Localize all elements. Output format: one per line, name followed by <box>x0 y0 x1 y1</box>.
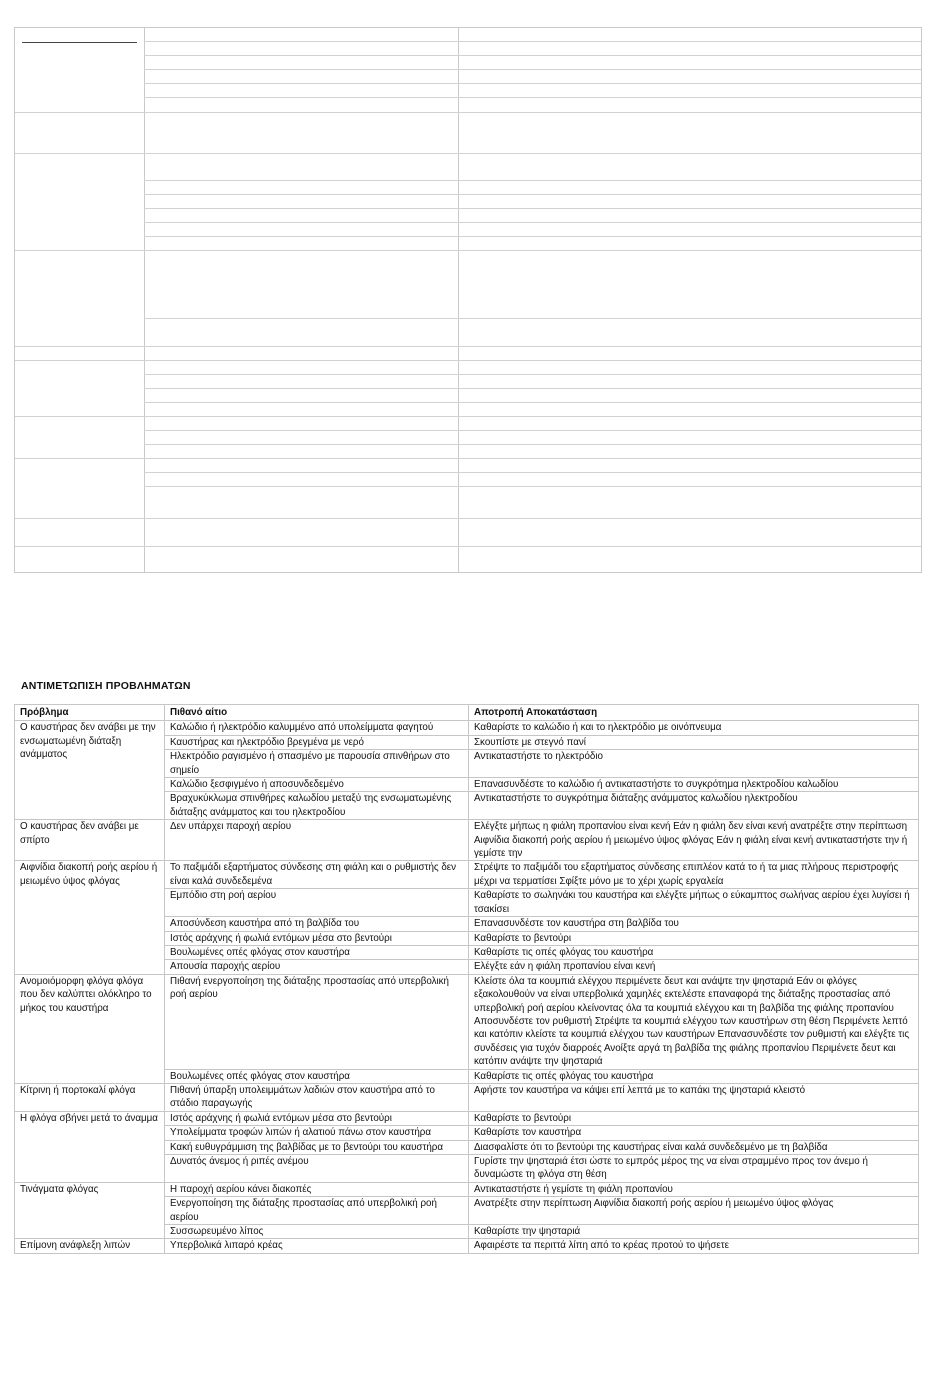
blank-grid-line <box>144 236 921 237</box>
blank-grid-line <box>144 472 921 473</box>
cause-cell: Ενεργοποίηση της διάταξης προστασίας από υπερβολική ροή αερίου <box>165 1197 469 1225</box>
remedy-cell: Ελέγξτε μήπως η φιάλη προπανίου είναι κενή Εάν η φιάλη δεν είναι κενή ανατρέξτε στην περίπτωση Αιφνίδια διακοπή ροής αερίου ή μειωμένο ύψος φλόγας Εάν η φιάλη είναι κενή αντικαταστήστε την ή γεμίστε την <box>469 820 919 861</box>
cause-cell: Ηλεκτρόδιο ραγισμένο ή σπασμένο με παρουσία σπινθήρων στο σημείο <box>165 750 469 778</box>
cause-cell: Ιστός αράχνης ή φωλιά εντόμων μέσα στο βεντούρι <box>165 1111 469 1125</box>
cause-cell: Καλώδιο ή ηλεκτρόδιο καλυμμένο από υπολείμματα φαγητού <box>165 721 469 735</box>
blank-grid-line <box>15 416 921 417</box>
blank-grid-rule <box>22 42 137 43</box>
cause-cell: Υπερβολικά λιπαρό κρέας <box>165 1239 469 1253</box>
remedy-cell: Διασφαλίστε ότι το βεντούρι της καυστήρας είναι καλά συνδεδεμένο με τη βαλβίδα <box>469 1140 919 1154</box>
cause-cell: Αποσύνδεση καυστήρα από τη βαλβίδα του <box>165 917 469 931</box>
blank-grid-line <box>15 458 921 459</box>
table-row <box>15 861 919 889</box>
troubleshooting-table <box>14 704 919 1254</box>
blank-grid-line <box>144 222 921 223</box>
blank-grid-line <box>144 486 921 487</box>
table-row <box>15 1239 919 1253</box>
problem-cell: Επίμονη ανάφλεξη λιπών <box>15 1239 165 1253</box>
remedy-cell: Καθαρίστε τις οπές φλόγας του καυστήρα <box>469 945 919 959</box>
blank-grid-line <box>15 250 921 251</box>
column-header-cause: Πιθανό αίτιο <box>165 705 469 721</box>
blank-grid-line <box>144 430 921 431</box>
blank-grid-line <box>144 69 921 70</box>
cause-cell: Η παροχή αερίου κάνει διακοπές <box>165 1182 469 1196</box>
remedy-cell: Κλείστε όλα τα κουμπιά ελέγχου περιμένετε δευτ και ανάψτε την ψησταριά Εάν οι φλόγες εξακολουθούν να είναι υπερβολικά χαμηλές εκτελέστε επαναφορά της διάταξης προστασίας από υπερβολική ροή αερίου κλείνοντας όλα τα κουμπιά ελέγχου και τη βαλβίδα της φιάλης προπανίου Αποσυνδέστε τον ρυθμιστή Στρέψτε τα κουμπιά ελέγχου των καυστήρων στη θέση Περιμένετε λεπτό και κατόπιν κλείστε τα κουμπιά ελέγχου των καυστήρων Επανασυνδέστε τον ρυθμιστή και ελέγξτε τις συνδέσεις για τυχόν διαρροές Ανοίξτε αργά τη βαλβίδα της φιάλης προπανίου Περιμένετε δευτ και κατόπιν ανάψτε την ψησταριά <box>469 974 919 1069</box>
remedy-cell: Καθαρίστε το σωληνάκι του καυστήρα και ελέγξτε μήπως ο εύκαμπτος σωλήνας αερίου έχει λυγίσει ή τσακίσει <box>469 889 919 917</box>
remedy-cell: Καθαρίστε τις οπές φλόγας του καυστήρα <box>469 1069 919 1083</box>
blank-grid-line <box>144 180 921 181</box>
problem-cell: Τινάγματα φλόγας <box>15 1182 165 1239</box>
cause-cell: Υπολείμματα τροφών λιπών ή αλατιού πάνω στον καυστήρα <box>165 1126 469 1140</box>
blank-grid-table <box>14 27 922 573</box>
problem-cell: Ο καυστήρας δεν ανάβει με την ενσωματωμένη διάταξη ανάμματος <box>15 721 165 820</box>
blank-grid-line <box>144 318 921 319</box>
blank-grid-line <box>144 194 921 195</box>
blank-grid-line <box>15 546 921 547</box>
remedy-cell: Επανασυνδέστε το καλώδιο ή αντικαταστήστε το συγκρότημα ηλεκτροδίου καλωδίου <box>469 778 919 792</box>
blank-grid-line <box>144 55 921 56</box>
blank-grid-line <box>144 374 921 375</box>
cause-cell: Συσσωρευμένο λίπος <box>165 1225 469 1239</box>
cause-cell: Κακή ευθυγράμμιση της βαλβίδας με το βεντούρι του καυστήρα <box>165 1140 469 1154</box>
cause-cell: Εμπόδιο στη ροή αερίου <box>165 889 469 917</box>
blank-grid-line <box>144 83 921 84</box>
remedy-cell: Ανατρέξτε στην περίπτωση Αιφνίδια διακοπή ροής αερίου ή μειωμένο ύψος φλόγας <box>469 1197 919 1225</box>
remedy-cell: Καθαρίστε την ψησταριά <box>469 1225 919 1239</box>
problem-cell: Κίτρινη ή πορτοκαλί φλόγα <box>15 1083 165 1111</box>
cause-cell: Καλώδιο ξεσφιγμένο ή αποσυνδεδεμένο <box>165 778 469 792</box>
remedy-cell: Επανασυνδέστε τον καυστήρα στη βαλβίδα του <box>469 917 919 931</box>
cause-cell: Βουλωμένες οπές φλόγας στον καυστήρα <box>165 945 469 959</box>
blank-grid-line <box>15 518 921 519</box>
remedy-cell: Ελέγξτε εάν η φιάλη προπανίου είναι κενή <box>469 960 919 974</box>
remedy-cell: Αφήστε τον καυστήρα να κάψει επί λεπτά με το καπάκι της ψησταριά κλειστό <box>469 1083 919 1111</box>
cause-cell: Καυστήρας και ηλεκτρόδιο βρεγμένα με νερό <box>165 735 469 749</box>
blank-grid-line <box>144 97 921 98</box>
cause-cell: Δεν υπάρχει παροχή αερίου <box>165 820 469 861</box>
problem-cell: Ανομοιόμορφη φλόγα φλόγα που δεν καλύπτει ολόκληρο το μήκος του καυστήρα <box>15 974 165 1083</box>
problem-cell: Ο καυστήρας δεν ανάβει με σπίρτο <box>15 820 165 861</box>
table-row <box>15 1083 919 1111</box>
remedy-cell: Αφαιρέστε τα περιττά λίπη από το κρέας προτού το ψήσετε <box>469 1239 919 1253</box>
blank-grid-col-divider <box>144 28 145 572</box>
column-header-remedy: Αποτροπή Αποκατάσταση <box>469 705 919 721</box>
section-heading: ΑΝΤΙΜΕΤΩΠΙΣΗ ΠΡΟΒΛΗΜΑΤΩΝ <box>21 680 191 692</box>
remedy-cell: Καθαρίστε τον καυστήρα <box>469 1126 919 1140</box>
table-row <box>15 974 919 1069</box>
remedy-cell: Σκουπίστε με στεγνό πανί <box>469 735 919 749</box>
cause-cell: Το παξιμάδι εξαρτήματος σύνδεσης στη φιάλη και ο ρυθμιστής δεν είναι καλά συνδεδεμένα <box>165 861 469 889</box>
remedy-cell: Καθαρίστε το βεντούρι <box>469 1111 919 1125</box>
remedy-cell: Αντικαταστήστε ή γεμίστε τη φιάλη προπανίου <box>469 1182 919 1196</box>
remedy-cell: Καθαρίστε το βεντούρι <box>469 931 919 945</box>
cause-cell: Πιθανή ύπαρξη υπολειμμάτων λαδιών στον καυστήρα από το στάδιο παραγωγής <box>165 1083 469 1111</box>
cause-cell: Βραχυκύκλωμα σπινθήρες καλωδίου μεταξύ της ενσωματωμένης διάταξης ανάμματος και του ηλεκτροδίου <box>165 792 469 820</box>
blank-grid-line <box>15 360 921 361</box>
table-row <box>15 1182 919 1196</box>
cause-cell: Δυνατός άνεμος ή ριπές ανέμου <box>165 1155 469 1183</box>
cause-cell: Πιθανή ενεργοποίηση της διάταξης προστασίας από υπερβολική ροή αερίου <box>165 974 469 1069</box>
blank-grid-line <box>144 444 921 445</box>
remedy-cell: Στρέψτε το παξιμάδι του εξαρτήματος σύνδεσης επιπλέον κατά το ή τα μιας πλήρους περιστροφής μέχρι να τερματίσει Σφίξτε μόνο με το χέρι χωρίς εργαλεία <box>469 861 919 889</box>
cause-cell: Βουλωμένες οπές φλόγας στον καυστήρα <box>165 1069 469 1083</box>
blank-grid-line <box>15 346 921 347</box>
blank-grid-line <box>144 402 921 403</box>
blank-grid-col-divider <box>458 28 459 572</box>
blank-grid-line <box>144 208 921 209</box>
table-row <box>15 820 919 861</box>
blank-grid-line <box>144 388 921 389</box>
blank-grid-line <box>15 112 921 113</box>
problem-cell: Η φλόγα σβήνει μετά το άναμμα <box>15 1111 165 1182</box>
blank-grid-line <box>144 41 921 42</box>
remedy-cell: Αντικαταστήστε το συγκρότημα διάταξης ανάμματος καλωδίου ηλεκτροδίου <box>469 792 919 820</box>
cause-cell: Απουσία παροχής αερίου <box>165 960 469 974</box>
blank-grid-line <box>15 153 921 154</box>
remedy-cell: Καθαρίστε το καλώδιο ή και το ηλεκτρόδιο με οινόπνευμα <box>469 721 919 735</box>
remedy-cell: Αντικαταστήστε το ηλεκτρόδιο <box>469 750 919 778</box>
cause-cell: Ιστός αράχνης ή φωλιά εντόμων μέσα στο βεντούρι <box>165 931 469 945</box>
column-header-problem: Πρόβλημα <box>15 705 165 721</box>
problem-cell: Αιφνίδια διακοπή ροής αερίου ή μειωμένο ύψος φλόγας <box>15 861 165 974</box>
remedy-cell: Γυρίστε την ψησταριά έτσι ώστε το εμπρός μέρος της να είναι στραμμένο προς τον άνεμο ή δυναμώστε τη φλόγα στη θέση <box>469 1155 919 1183</box>
table-row <box>15 1111 919 1125</box>
table-row <box>15 721 919 735</box>
table-header-row <box>15 705 919 721</box>
